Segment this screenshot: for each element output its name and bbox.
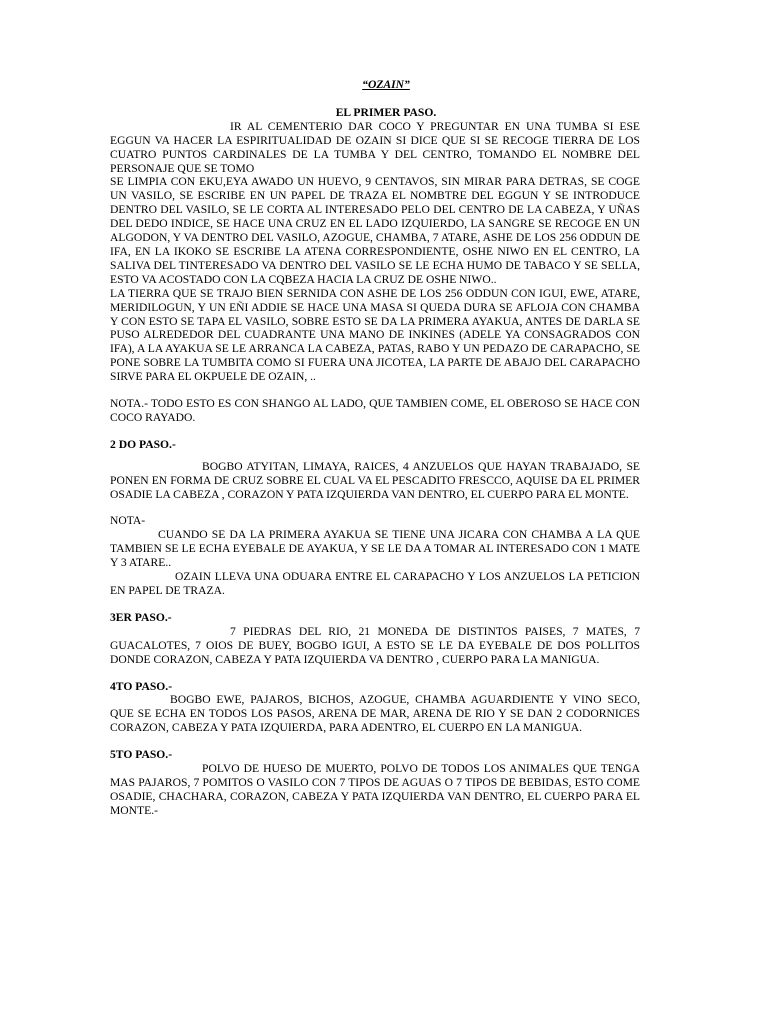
first-step-paragraph-2: SE LIMPIA CON EKU,EYA AWADO UN HUEVO, 9 CENTAVOS, SIN MIRAR PARA DETRAS, SE COGE UN VASILO, SE ESCRIBE EN UN PAPEL DE TRAZA EL NOMBTRE DEL EGGUN Y SE INTRODUCE DENTRO DEL VASILO, SE LE CORTA AL INTERESADO PELO DEL CENTRO DE LA CABEZA, Y UÑAS DEL DEDO INDICE, SE HACE UNA CRUZ EN EL LADO IZQUIERDO, LA SANGRE SE RECOGE EN UN ALGODON, Y VA DENTRO DEL VASILO, AZOGUE, CHAMBA, 7 ATARE, ASHE DE LOS 256 ODDUN DE IFA, EN LA IKOKO SE ESCRIBE LA ATENA CORRESPONDIENTE, OSHE NIWO EN EL CENTRO, LA SALIVA DEL TINTERESADO VA DENTRO DEL VASILO SE LE ECHA HUMO DE TABACO Y SE SELLA, ESTO VA ACOSTADO CON LA CQBEZA HACIA LA CRUZ DE OSHE NIWO..: [110, 175, 640, 286]
spacer: [110, 384, 640, 397]
spacer: [110, 452, 640, 460]
document-title: “OZAIN”: [362, 78, 410, 91]
spacer: [110, 667, 640, 680]
note-1: NOTA.- TODO ESTO ES CON SHANGO AL LADO, QUE TAMBIEN COME, EL OBEROSO SE HACE CON COCO RAYADO.: [110, 397, 640, 424]
spacer: [110, 425, 640, 438]
note-2-label: NOTA-: [110, 514, 146, 528]
note-2-text-2: OZAIN LLEVA UNA ODUARA ENTRE EL CARAPACHO Y LOS ANZUELOS LA PETICION EN PAPEL DE TRAZA.: [110, 570, 640, 597]
first-step-paragraph-1: IR AL CEMENTERIO DAR COCO Y PREGUNTAR EN UNA TUMBA SI ESE EGGUN VA HACER LA ESPIRITUALIDAD DE OZAIN SI DICE QUE SI SE RECOGE TIERRA DE LOS CUATRO PUNTOS CARDINALES DE LA TUMBA Y DEL CENTRO, TOMANDO EL NOMBRE DEL PERSONAJE QUE SE TOMO: [110, 119, 640, 175]
step-5-text: POLVO DE HUESO DE MUERTO, POLVO DE TODOS LOS ANIMALES QUE TENGA MAS PAJAROS, 7 POMITOS O VASILO CON 7 TIPOS DE AGUAS O 7 TIPOS DE BEBIDAS, ESTO COME OSADIE, CHACHARA, CORAZON, CABEZA Y PATA IZQUIERDA VAN DENTRO, EL CUERPO PARA EL MONTE.-: [110, 762, 640, 817]
step-3-text: 7 PIEDRAS DEL RIO, 21 MONEDA DE DISTINTOS PAISES, 7 MATES, 7 GUACALOTES, 7 OIOS DE BUEY, BOGBO IGUI, A ESTO SE LE DA EYEBALE DE DOS POLLITOS DONDE CORAZON, CABEZA Y PATA IZQUIERDA VA DENTRO , CUERPO PARA LA MANIGUA.: [110, 624, 640, 666]
note-2-text: CUANDO SE DA LA PRIMERA AYAKUA SE TIENE UNA JICARA CON CHAMBA A LA QUE TAMBIEN SE LE ECHA EYEBALE DE AYAKUA, Y SE LE DA A TOMAR AL INTERESADO CON 1 MATE Y 3 ATARE..: [110, 528, 640, 570]
first-step-heading: EL PRIMER PASO.: [335, 105, 437, 119]
step-4-heading: 4TO PASO.-: [110, 679, 173, 693]
document-page: [110, 78, 640, 818]
step-4-text: BOGBO EWE, PAJAROS, BICHOS, AZOGUE, CHAMBA AGUARDIENTE Y VINO SECO, QUE SE ECHA EN TODOS LOS PASOS, ARENA DE MAR, ARENA DE RIO Y SE DAN 2 CODORNICES CORAZON, CABEZA Y PATA IZQUIERDA, PARA ADENTRO, EL CUERPO EN LA MANIGUA.: [110, 693, 640, 735]
step-2-heading: 2 DO PASO.-: [110, 437, 176, 451]
step-2-text: BOGBO ATYITAN, LIMAYA, RAICES, 4 ANZUELOS QUE HAYAN TRABAJADO, SE PONEN EN FORMA DE CRUZ SOBRE EL CUAL VA EL PESCADITO FRESCCO, AQUISE DA EL PRIMER OSADIE LA CABEZA , CORAZON Y PATA IZQUIERDA VAN DENTRO, EL CUERPO PARA EL MONTE.: [110, 459, 640, 501]
first-step-paragraph-3: LA TIERRA QUE SE TRAJO BIEN SERNIDA CON ASHE DE LOS 256 ODDUN CON IGUI, EWE, ATARE, MERIDILOGUN, Y UN EÑI ADDIE SE HACE UNA MASA SI QUEDA DURA SE AFLOJA CON CHAMBA Y CON ESTO SE TAPA EL VASILO, SOBRE ESTO SE DA LA PRIMERA AYAKUA, ANTES DE DARLA SE PUSO ALREDEDOR DEL CUADRANTE UNA MANO DE INKINES (ADELE YA CONSAGRADOS CON IFA), A LA AYAKUA SE LE ARRANCA LA CABEZA, PATAS, RABO Y UN PEDAZO DE CARAPACHO, SE PONE SOBRE LA TUMBITA COMO SI FUERA UNA JICOTEA, LA PARTE DE ABAJO DEL CARAPACHO SIRVE PARA EL OKPUELE DE OZAIN, ..: [110, 286, 640, 384]
spacer: [110, 598, 640, 611]
spacer: [110, 735, 640, 748]
step-5-heading: 5TO PASO.-: [110, 748, 173, 762]
spacer: [110, 501, 640, 514]
step-3-heading: 3ER PASO.-: [110, 610, 172, 624]
